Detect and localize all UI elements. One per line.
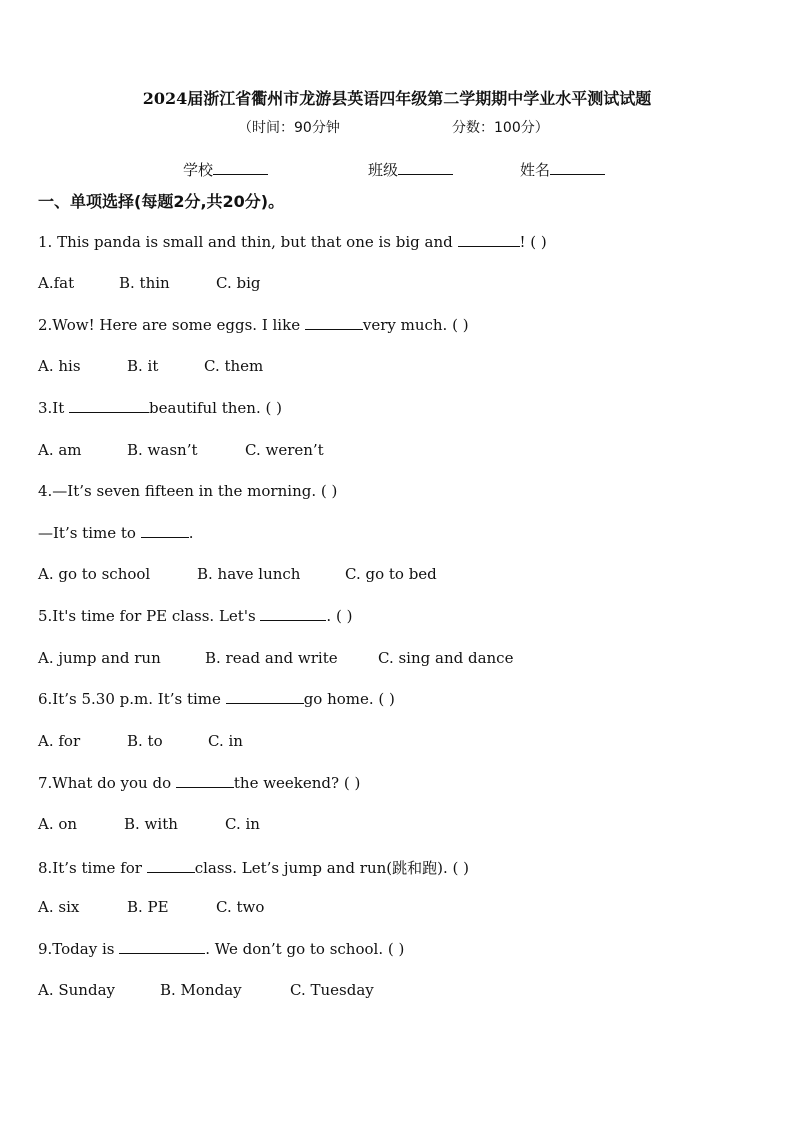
option-a: A. on xyxy=(38,815,78,833)
exam-title: 2024届浙江省衢州市龙游县英语四年级第二学期期中学业水平测试试题 xyxy=(142,89,652,108)
option-b: B. to xyxy=(127,732,163,750)
question-5 xyxy=(38,607,352,625)
option-c: C. in xyxy=(225,815,260,833)
class-field xyxy=(368,159,453,180)
options-6 xyxy=(38,732,243,750)
name-field xyxy=(520,159,605,180)
option-a: A. am xyxy=(38,441,82,459)
question-1-tail: ! ( ) xyxy=(519,233,547,251)
answer-blank xyxy=(119,940,205,954)
answer-blank xyxy=(147,859,195,873)
options-2 xyxy=(38,357,263,375)
question-9-text: 9.Today is xyxy=(38,940,120,958)
option-a: A. for xyxy=(38,732,81,750)
name-label: 姓名 xyxy=(520,161,551,179)
option-a: A.fat xyxy=(38,274,75,292)
question-7 xyxy=(38,774,360,792)
option-a: A. Sunday xyxy=(38,981,115,999)
options-9 xyxy=(38,981,374,999)
question-4: 4.—It’s seven fifteen in the morning. ( ) xyxy=(38,482,338,500)
question-9 xyxy=(38,940,404,958)
answer-blank xyxy=(69,399,149,413)
question-3 xyxy=(38,399,282,417)
question-3-text: 3.It xyxy=(38,399,70,417)
answer-blank xyxy=(141,524,189,538)
question-8-text: 8.It’s time for xyxy=(38,859,147,877)
option-a: A. go to school xyxy=(38,565,151,583)
answer-blank xyxy=(260,607,326,621)
option-b: B. Monday xyxy=(160,981,242,999)
question-1-text: 1. This panda is small and thin, but that one is big and xyxy=(38,233,458,251)
school-field xyxy=(183,159,268,180)
question-2-tail: very much. ( ) xyxy=(362,316,469,334)
school-label: 学校 xyxy=(183,161,214,179)
question-4-line2 xyxy=(38,524,194,542)
answer-blank xyxy=(305,316,363,330)
option-b: B. PE xyxy=(127,898,169,916)
question-4-line2-text: —It’s time to xyxy=(38,524,141,542)
option-c: C. two xyxy=(216,898,265,916)
question-8-tail: class. Let’s jump and run(跳和跑). ( ) xyxy=(194,859,469,877)
question-2-text: 2.Wow! Here are some eggs. I like xyxy=(38,316,305,334)
answer-blank xyxy=(226,690,304,704)
name-blank xyxy=(550,160,605,175)
option-c: C. go to bed xyxy=(345,565,437,583)
options-7 xyxy=(38,815,260,833)
options-5 xyxy=(38,649,513,667)
option-a: A. his xyxy=(38,357,81,375)
question-4-line2-tail: . xyxy=(188,524,194,542)
question-8 xyxy=(38,857,469,878)
score-info: 分数：100分） xyxy=(452,120,549,136)
option-b: B. wasn’t xyxy=(127,441,198,459)
option-c: C. Tuesday xyxy=(290,981,374,999)
question-5-text: 5.It's time for PE class. Let's xyxy=(38,607,261,625)
class-blank xyxy=(398,160,453,175)
option-b: B. have lunch xyxy=(197,565,301,583)
question-9-tail: . We don’t go to school. ( ) xyxy=(205,940,405,958)
question-6 xyxy=(38,690,395,708)
option-b: B. with xyxy=(124,815,178,833)
question-5-tail: . ( ) xyxy=(326,607,353,625)
question-6-text: 6.It’s 5.30 p.m. It’s time xyxy=(38,690,226,708)
options-3 xyxy=(38,441,324,459)
school-blank xyxy=(213,160,268,175)
question-3-tail: beautiful then. ( ) xyxy=(149,399,282,417)
option-a: A. six xyxy=(38,898,80,916)
answer-blank xyxy=(176,774,234,788)
options-4 xyxy=(38,565,437,583)
time-info: （时间：90分钟 xyxy=(238,120,340,136)
question-1 xyxy=(38,233,547,251)
class-label: 班级 xyxy=(368,161,399,179)
options-1 xyxy=(38,274,260,292)
option-c: C. big xyxy=(216,274,261,292)
option-c: C. in xyxy=(208,732,243,750)
option-c: C. weren’t xyxy=(245,441,324,459)
option-c: C. sing and dance xyxy=(378,649,514,667)
question-7-text: 7.What do you do xyxy=(38,774,176,792)
options-8 xyxy=(38,898,264,916)
option-b: B. thin xyxy=(119,274,170,292)
answer-blank xyxy=(458,233,520,247)
option-b: B. read and write xyxy=(205,649,338,667)
section-heading: 一、单项选择(每题2分,共20分)。 xyxy=(38,192,285,211)
option-c: C. them xyxy=(204,357,264,375)
question-6-tail: go home. ( ) xyxy=(303,690,395,708)
question-2 xyxy=(38,316,469,334)
option-b: B. it xyxy=(127,357,159,375)
question-7-tail: the weekend? ( ) xyxy=(233,774,361,792)
option-a: A. jump and run xyxy=(38,649,161,667)
